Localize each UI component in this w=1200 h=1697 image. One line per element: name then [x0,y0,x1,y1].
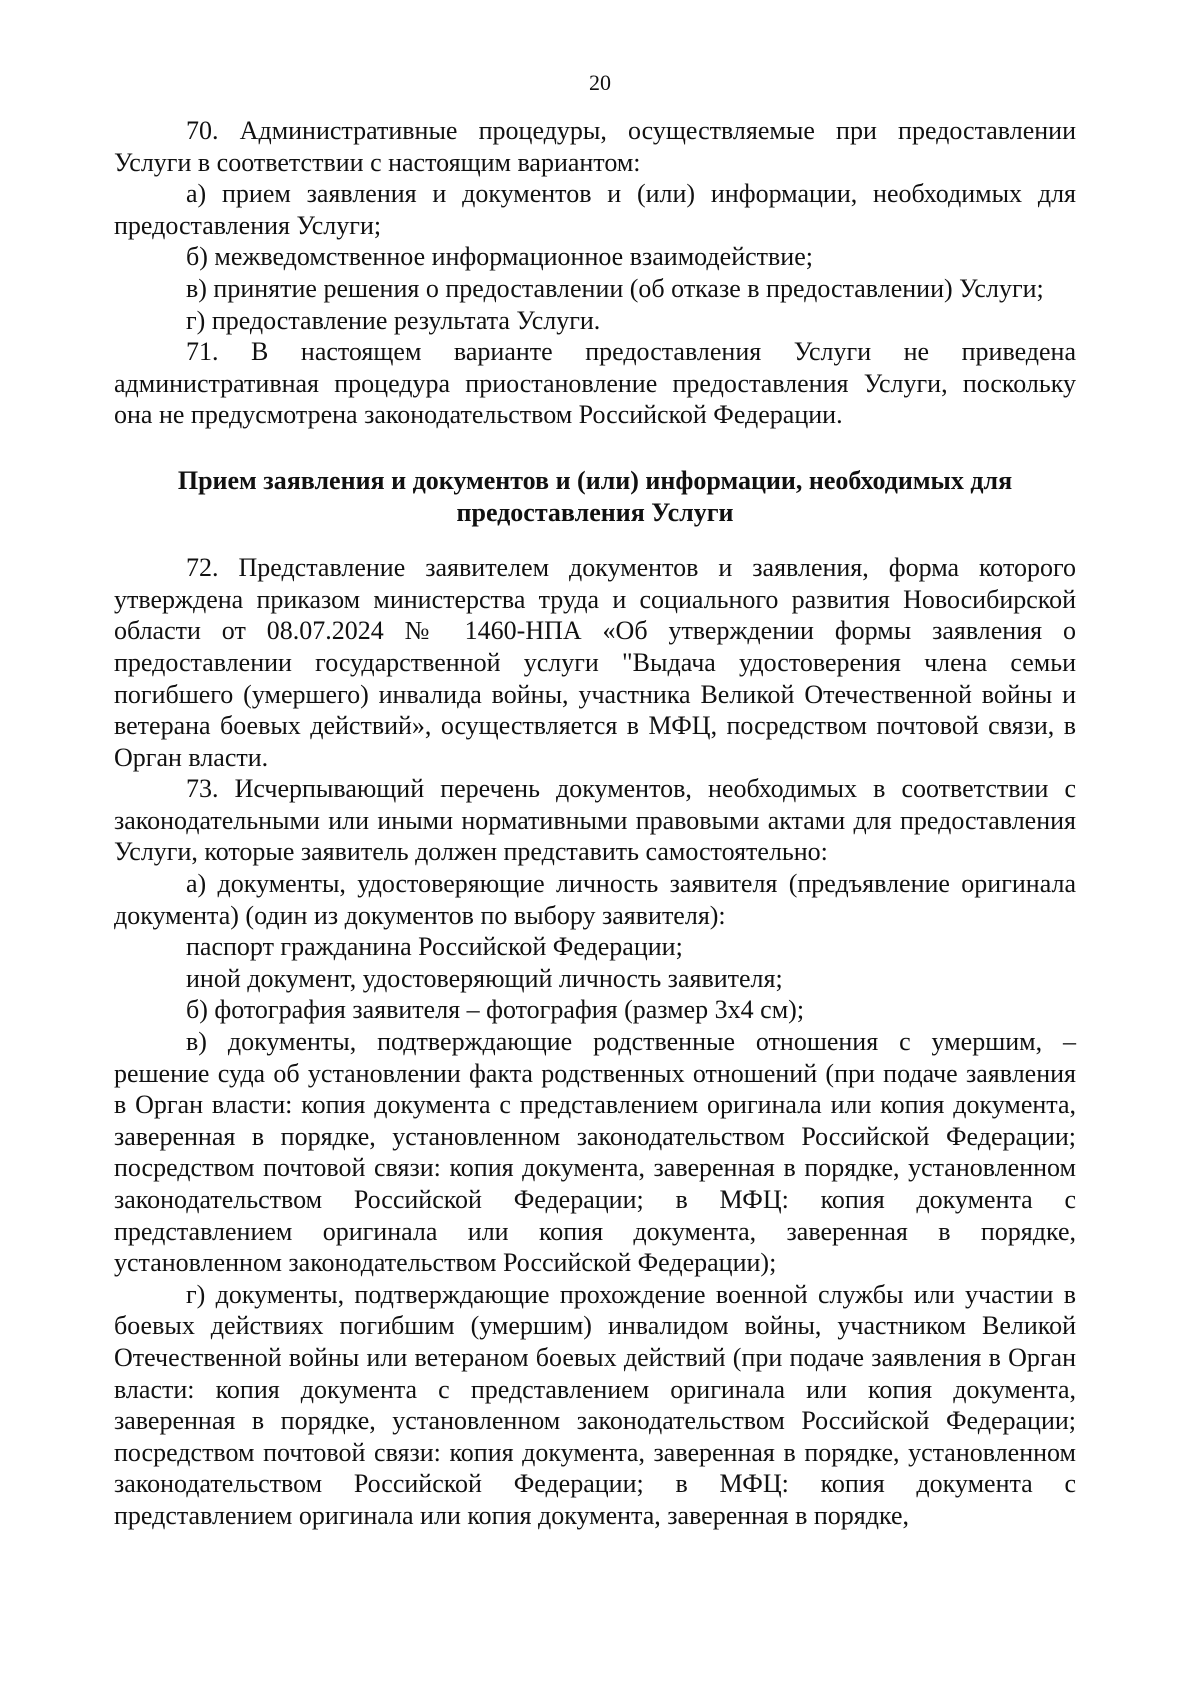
paragraph-70-item-v: в) принятие решения о предоставлении (об отказе в предоставлении) Услуги; [186,273,1044,303]
page-number: 20 [589,70,611,95]
paragraph-71: 71. В настоящем варианте предоставления Услуги не приведена административная процедура приостановление предоставления Услуги, поскольку она не предусмотрена законодательством Российской Федерации. [114,337,1076,430]
section-heading: Прием заявления и документов и (или) информации, необходимых для предоставления Услуги [177,465,1013,527]
paragraph-70-item-g: г) предоставление результата Услуги. [186,305,601,335]
paragraph-70: 70. Административные процедуры, осуществляемые при предоставлении Услуги в соответствии с настоящим вариантом: [114,116,1076,177]
paragraph-73-item-a: а) документы, удостоверяющие личность заявителя (предъявление оригинала документа) (один из документов по выбору заявителя): [114,869,1076,930]
paragraph-73: 73. Исчерпывающий перечень документов, необходимых в соответствии с законодательными или иными нормативными правовыми актами для предоставления Услуги, которые заявитель должен представить самостоятельно: [114,774,1076,867]
paragraph-73-item-a-passport: паспорт гражданина Российской Федерации; [186,932,683,962]
paragraph-70-item-a: а) прием заявления и документов и (или) информации, необходимых для предоставления Услуги; [114,179,1076,240]
paragraph-73-item-v: в) документы, подтверждающие родственные отношения с умершим, – решение суда об установлении факта родственных отношений (при подаче заявления в Орган власти: копия документа с представлением оригинала или копия документа, заверенная в порядке, установленном законодательством Российской Федерации; посредством почтовой связи: копия документа, заверенная в порядке, установленном законодательством Российской Федерации; в МФЦ: копия документа с представлением оригинала или копия документа, заверенная в порядке, установленном законодательством Российской Федерации); [114,1027,1076,1278]
paragraph-70-item-b: б) межведомственное информационное взаимодействие; [186,242,813,272]
paragraph-72: 72. Представление заявителем документов и заявления, форма которого утверждена приказом министерства труда и социального развития Новосибирской области от 08.07.2024 № 1460-НПА «Об утверждении формы заявления о предоставлении государственной услуги "Выдача удостоверения члена семьи погибшего (умершего) инвалида войны, участника Великой Отечественной войны и ветерана боевых действий», осуществляется в МФЦ, посредством почтовой связи, в Орган власти. [114,553,1076,772]
paragraph-73-item-a-other-id: иной документ, удостоверяющий личность заявителя; [186,963,783,993]
document-body [114,115,1076,1532]
paragraph-73-item-b: б) фотография заявителя – фотография (размер 3х4 см); [186,995,805,1025]
paragraph-73-item-g: г) документы, подтверждающие прохождение военной службы или участии в боевых действиях погибшим (умершим) инвалидом войны, участником Великой Отечественной войны или ветераном боевых действий (при подаче заявления в Орган власти: копия документа с представлением оригинала или копия документа, заверенная в порядке, установленном законодательством Российской Федерации; посредством почтовой связи: копия документа, заверенная в порядке, установленном законодательством Российской Федерации; в МФЦ: копия документа с представлением оригинала или копия документа, заверенная в порядке, [114,1279,1076,1530]
